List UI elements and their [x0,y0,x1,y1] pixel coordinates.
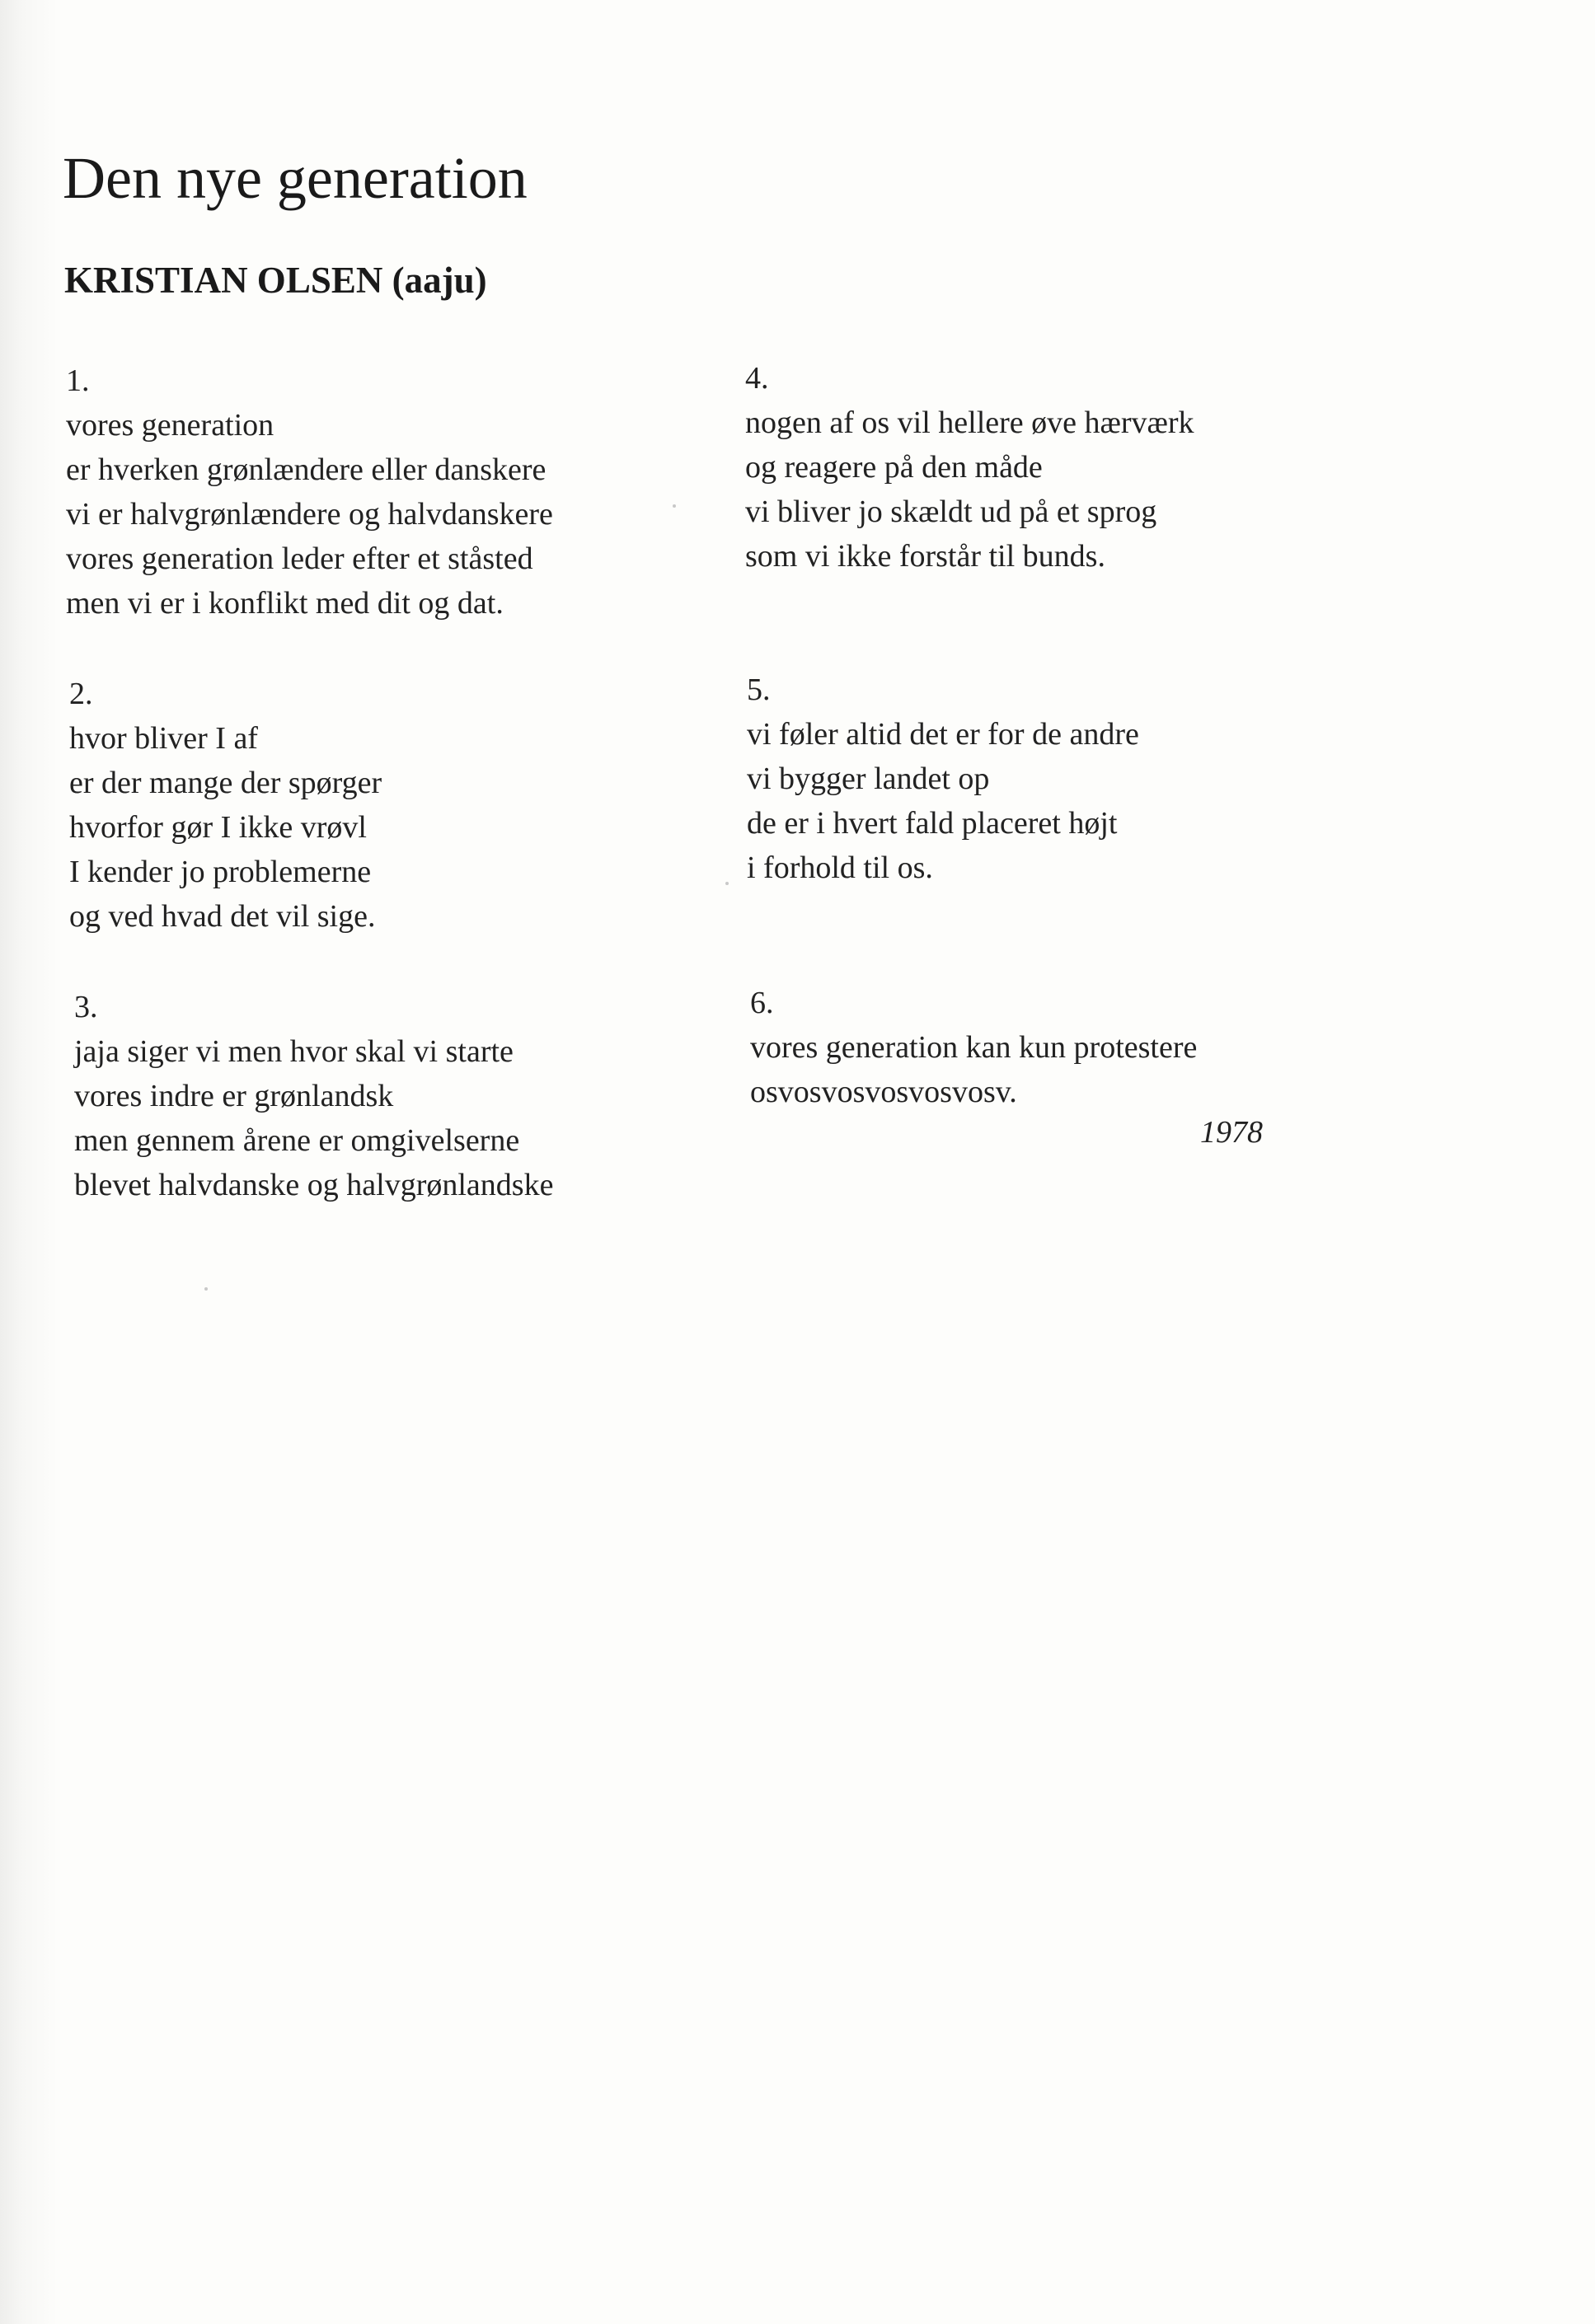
stanza-number: 1. [66,363,90,398]
paper-speck [725,882,729,885]
stanza-line: jaja siger vi men hvor skal vi starte [74,1034,514,1069]
stanza-line: som vi ikke forstår til bunds. [745,539,1105,574]
stanza-number: 5. [747,672,771,707]
poem-title: Den nye generation [63,145,528,211]
stanza-line: osvosvosvosvosvosv. [750,1075,1017,1109]
stanza-line: I kender jo problemerne [69,855,372,889]
stanza-3 [74,985,553,1207]
stanza-line: vi bygger landet op [747,761,990,796]
stanza-line: og reagere på den måde [745,450,1043,485]
stanza-line: vores generation kan kun protestere [750,1030,1198,1065]
stanza-number: 3. [74,990,98,1024]
stanza-line: men vi er i konflikt med dit og dat. [66,586,504,621]
paper-speck [204,1287,208,1291]
stanza-line: vi bliver jo skældt ud på et sprog [745,494,1157,529]
stanza-line: vi er halvgrønlændere og halvdanskere [66,497,553,532]
stanza-line: hvorfor gør I ikke vrøvl [69,810,367,845]
stanza-line: vores generation leder efter et ståsted [66,541,533,576]
stanza-line: er hverken grønlændere eller danskere [66,452,547,487]
stanza-number: 4. [745,361,769,396]
stanza-line: de er i hvert fald placeret højt [747,806,1118,841]
stanza-2 [69,672,382,939]
stanza-line: men gennem årene er omgivelserne [74,1123,520,1158]
stanza-line: i forhold til os. [747,850,933,885]
stanza-5 [747,668,1139,890]
stanza-number: 2. [69,677,93,711]
stanza-line: vores generation [66,408,274,443]
stanza-number: 6. [750,986,774,1020]
stanza-line: og ved hvad det vil sige. [69,899,376,934]
stanza-1 [66,358,553,626]
stanza-6 [750,981,1197,1114]
stanza-line: er der mange der spørger [69,766,382,800]
poem-author: KRISTIAN OLSEN (aaju) [64,260,487,301]
stanza-line: vores indre er grønlandsk [74,1079,394,1113]
stanza-4 [745,356,1194,579]
stanza-line: hvor bliver I af [69,721,258,756]
stanza-line: blevet halvdanske og halvgrønlandske [74,1168,554,1202]
poem-date: 1978 [1200,1115,1263,1150]
paper-speck [673,504,676,508]
stanza-line: nogen af os vil hellere øve hærværk [745,405,1194,440]
stanza-line: vi føler altid det er for de andre [747,717,1139,752]
